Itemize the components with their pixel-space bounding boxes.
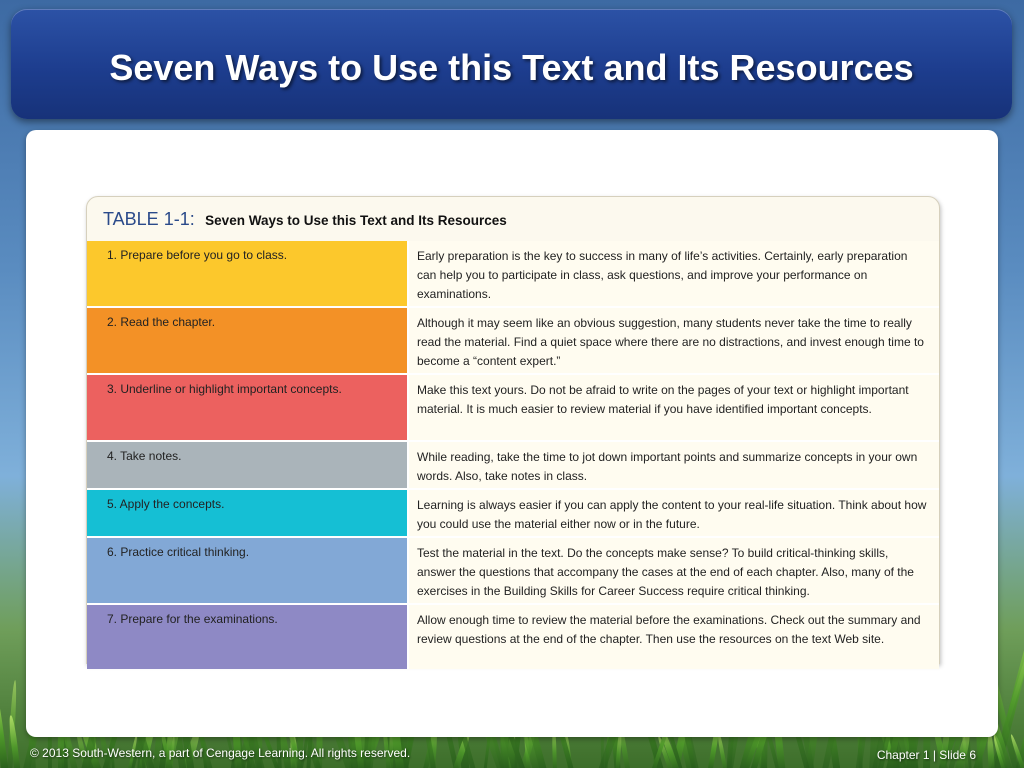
table-row xyxy=(87,375,939,442)
content-panel xyxy=(26,130,998,737)
table-title: Seven Ways to Use this Text and Its Resources xyxy=(205,213,507,228)
row-item: 7. Prepare for the examinations. xyxy=(87,605,409,669)
slide-number: Chapter 1 | Slide 6 xyxy=(876,748,976,762)
row-description: Early preparation is the key to success in many of life’s activities. Certainly, early preparation can help you to participate in class, ask questions, and improve your performance on examinations. xyxy=(409,241,939,306)
slide-title: Seven Ways to Use this Text and Its Resources xyxy=(109,47,914,88)
row-description: Allow enough time to review the material before the examinations. Check out the summary and review questions at the end of the chapter. Then use the resources on the text Web site. xyxy=(409,605,939,669)
row-description: While reading, take the time to jot down important points and summarize concepts in your own words. Also, take notes in class. xyxy=(409,442,939,488)
row-item: 1. Prepare before you go to class. xyxy=(87,241,409,306)
copyright-text: © 2013 South-Western, a part of Cengage Learning. All rights reserved. xyxy=(30,746,411,760)
table-row xyxy=(87,538,939,605)
row-item: 5. Apply the concepts. xyxy=(87,490,409,536)
row-description: Learning is always easier if you can apply the content to your real-life situation. Think about how you could use the material either now or in the future. xyxy=(409,490,939,536)
table-caption xyxy=(103,209,507,233)
footer xyxy=(0,738,1024,768)
table-row xyxy=(87,490,939,538)
table-label: TABLE 1-1: xyxy=(103,209,195,229)
table-row xyxy=(87,605,939,669)
row-item: 2. Read the chapter. xyxy=(87,308,409,373)
row-item: 3. Underline or highlight important concepts. xyxy=(87,375,409,440)
row-item: 6. Practice critical thinking. xyxy=(87,538,409,603)
table-row xyxy=(87,442,939,490)
table-rows xyxy=(87,241,939,669)
table-row xyxy=(87,308,939,375)
table-row xyxy=(87,241,939,308)
row-description: Make this text yours. Do not be afraid to write on the pages of your text or highlight important material. It is much easier to review material if you have identified important concepts. xyxy=(409,375,939,440)
row-description: Test the material in the text. Do the concepts make sense? To build critical-thinking skills, answer the questions that accompany the cases at the end of each chapter. Also, many of the exercises in the Building Skills for Career Success require critical thinking. xyxy=(409,538,939,603)
table-card xyxy=(86,196,940,664)
row-description: Although it may seem like an obvious suggestion, many students never take the time to really read the material. Find a quiet space where there are no distractions, and invest enough time to become a “content expert.” xyxy=(409,308,939,373)
title-bar xyxy=(11,9,1012,119)
row-item: 4. Take notes. xyxy=(87,442,409,488)
